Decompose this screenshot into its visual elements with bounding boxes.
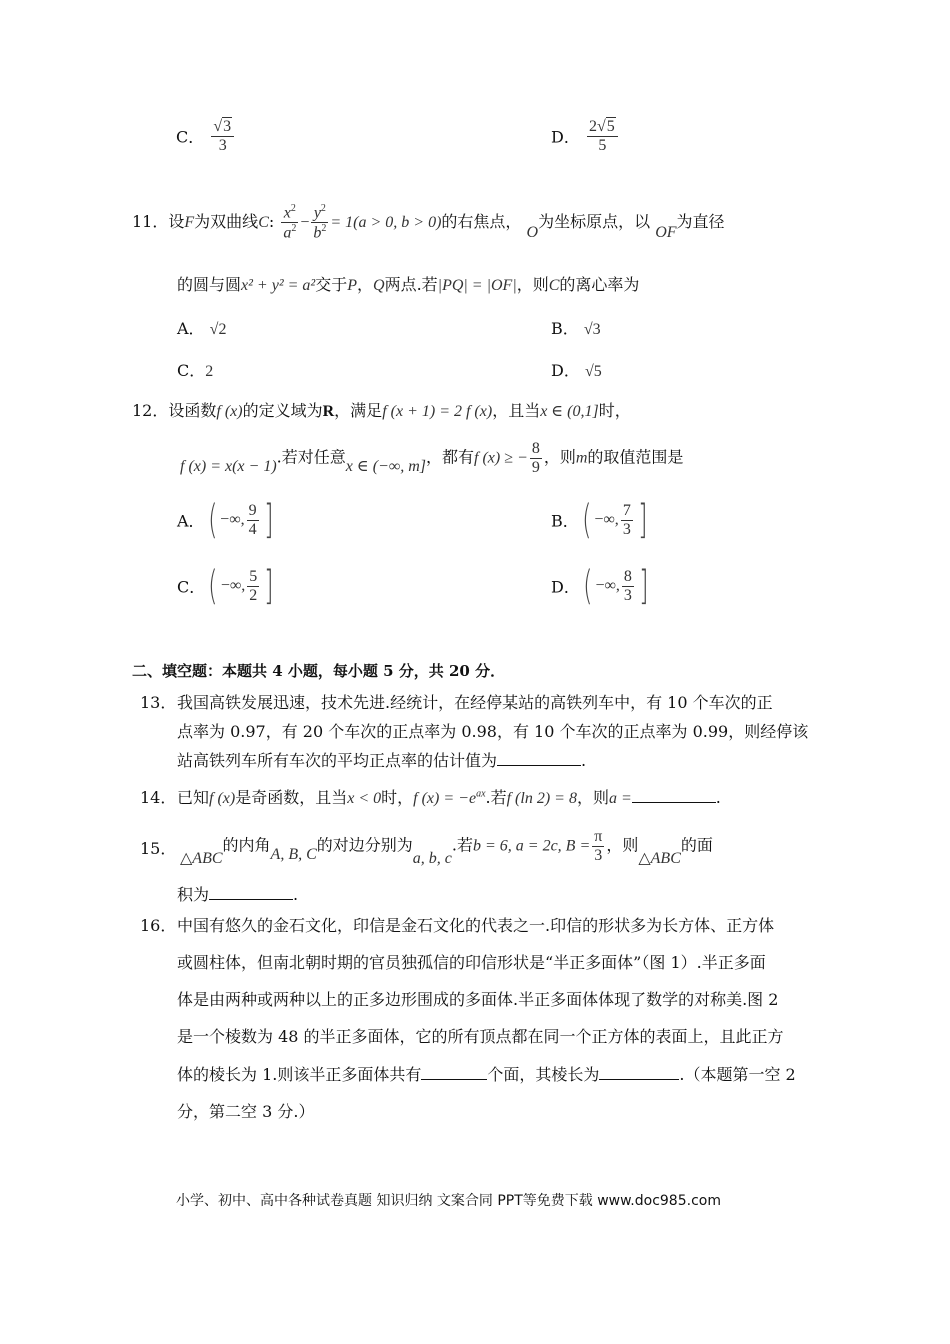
q13-text: 站高铁列车所有车次的平均正点率的估计值为: [177, 751, 498, 770]
q11-text: 的右焦点，: [441, 211, 522, 231]
q12-d-num: 8: [623, 567, 632, 585]
q12-text: ，满足: [334, 401, 383, 420]
q13-line1: 我国高铁发展迅速，技术先进.经统计，在经停某站的高铁列车中，有 10 个车次的正: [177, 693, 773, 712]
q11-a-value: √2: [209, 321, 227, 338]
q11-b-value: √3: [583, 321, 601, 338]
q16-text: .（本题第一空 2: [679, 1065, 796, 1084]
q14-exp: ax: [476, 788, 486, 800]
q16-line1: 中国有悠久的金石文化，印信是金石文化的代表之一.印信的形状多为长方体、正方体: [177, 916, 775, 935]
q12-eq2: f (x) = x(x − 1): [180, 457, 277, 475]
q15-blank[interactable]: [209, 885, 293, 900]
q16-text: 个面，其棱长为: [487, 1065, 600, 1084]
q15-text: 的面: [680, 835, 713, 855]
q11-text: 两点.若: [384, 275, 438, 294]
q12-d-neginf: −∞,: [595, 577, 620, 594]
q11-text: 为直径: [676, 211, 725, 231]
q11-text: ，: [357, 275, 374, 294]
q10-c-denominator: 3: [218, 136, 227, 154]
q12-option-a: A．( −∞, $\frac{9}{4}$ ]: [177, 497, 274, 543]
q10-option-d: [551, 118, 620, 154]
q16-line5: [177, 1062, 796, 1085]
q12-domain2: x ∈ (−∞, m]: [345, 457, 427, 475]
q11-d-value: √5: [584, 363, 602, 380]
q11-c-value: 2: [205, 363, 214, 380]
q16-line3: 体是由两种或两种以上的正多边形围成的多面体.半正多面体体现了数学的对称美.图 2: [177, 990, 779, 1009]
q12-text: ，则: [543, 447, 576, 467]
q12-text: 的定义域为: [242, 401, 323, 420]
q14-cond: x < 0: [347, 790, 382, 807]
q15-angles: A, B, C: [270, 845, 317, 863]
q12-var-m: m: [575, 449, 588, 467]
q13-end: .: [581, 751, 587, 770]
q14-blank[interactable]: [632, 788, 716, 803]
q11-var-p: P: [347, 277, 357, 294]
q10-d-coef: 2: [588, 118, 597, 135]
q11-var-o: O: [526, 223, 539, 241]
q13-blank[interactable]: [497, 751, 581, 766]
q12-number: 12．: [132, 401, 169, 420]
q15-pi-den: 3: [594, 846, 603, 864]
q12-a-den: 4: [248, 520, 257, 538]
q10-c-radicand: 3: [223, 118, 232, 135]
q15-triangle: △ABC: [180, 849, 223, 867]
q12-r: R: [322, 403, 335, 420]
q16-line2: 或圆柱体，但南北朝时期的官员独孤信的印信形状是“半正多面体”（图 1）.半正多面: [177, 953, 766, 972]
q12-ineq-num: 8: [531, 440, 540, 457]
q16-line4: 是一个棱数为 48 的半正多面体，它的所有顶点都在同一个正方体的表面上，且此正方: [177, 1027, 784, 1046]
q11-y: y: [313, 204, 321, 222]
q15-text: 的内角: [222, 835, 271, 855]
q10-c-value: $\frac{√3}{3}$: [211, 118, 234, 154]
q12-line2: [180, 440, 683, 476]
q10-d-label: D．: [551, 127, 580, 147]
q11-text: 的离心率为: [559, 275, 640, 294]
q11-var-q: Q: [373, 277, 385, 294]
q16-blank-2[interactable]: [599, 1065, 679, 1080]
q12-text: 时，: [598, 401, 631, 420]
q12-domain: x ∈ (0,1]: [540, 403, 599, 420]
section-heading: 二、填空题：本题共 4 小题，每小题 5 分，共 20 分．: [132, 662, 506, 680]
q12-fx: f (x): [216, 403, 243, 420]
q14-a: a =: [608, 790, 632, 807]
q11-circle-eq: x² + y² = a²: [241, 277, 316, 294]
q10-option-c: [176, 118, 236, 154]
page-footer: 小学、初中、高中各种试卷真题 知识归纳 文案合同 PPT等免费下载 www.doc985.com: [176, 1193, 721, 1209]
q12-b-num: 7: [622, 501, 631, 519]
q14-eq: f (x) = −e: [413, 790, 477, 807]
q12-c-label: C．: [177, 577, 206, 597]
q11-line2: [177, 272, 639, 295]
q15-text: .若: [451, 835, 473, 855]
q11-b: b: [313, 224, 322, 242]
q10-d-radicand: 5: [606, 118, 615, 135]
q16-number: 16．: [140, 916, 177, 935]
q12-ineq: f (x) ≥ −: [474, 449, 528, 467]
q11-text: 为坐标原点，以: [538, 211, 651, 231]
q11-text: :: [268, 211, 275, 231]
q11-text: 为双曲线: [194, 211, 259, 231]
q11-x: x: [283, 204, 291, 222]
q11-c-label: C．: [177, 361, 206, 380]
q12-ineq-frac: [530, 440, 542, 476]
q14-text: 已知: [177, 788, 210, 807]
q14-text: 是奇函数，且当: [235, 788, 348, 807]
q16-text: 体的棱长为 1.则该半正多面体共有: [177, 1065, 422, 1084]
q11-pq-eq: |PQ| = |OF|: [437, 277, 517, 294]
q15-triangle2: △ABC: [638, 849, 681, 867]
q12-c-neginf: −∞,: [220, 577, 246, 594]
q15-text: 积为: [177, 885, 210, 904]
q15-text: 的对边分别为: [316, 835, 413, 855]
q16-line6: 分，第二空 3 分.）: [177, 1102, 315, 1121]
q12-option-b: B．( −∞, $\frac{7}{3}$ ]: [551, 497, 648, 543]
q11-var-c2: C: [548, 277, 560, 294]
q14-end: .: [715, 788, 721, 807]
q15-end: .: [293, 885, 299, 904]
q12-line1: [132, 398, 631, 421]
q11-b-label: B．: [551, 319, 579, 338]
q10-d-denominator: 5: [598, 136, 607, 154]
q10-c-label: C．: [176, 127, 205, 147]
q11-text: 的圆与圆: [177, 275, 242, 294]
q12-b-den: 3: [622, 520, 631, 538]
q11-a: a: [283, 224, 292, 242]
q12-text: 的取值范围是: [587, 447, 684, 467]
q12-c-den: 2: [249, 586, 258, 604]
q15-line2: [177, 882, 298, 905]
q11-option-a: [177, 316, 226, 339]
q15-number: 15．: [140, 839, 177, 858]
q14-fx: f (x): [209, 790, 236, 807]
q12-eq1: f (x + 1) = 2 f (x): [382, 403, 493, 420]
q11-a-label: A．: [177, 319, 205, 338]
q11-eq-rest: = 1(a > 0, b > 0): [330, 213, 442, 231]
q16-blank-1[interactable]: [421, 1065, 487, 1080]
q11-option-d: [551, 358, 602, 381]
q15-eq: b = 6, a = 2c, B =: [472, 837, 591, 855]
q12-c-num: 5: [249, 567, 258, 585]
q13-number: 13．: [140, 693, 177, 712]
q13-line2: 点率为 0.97，有 20 个车次的正点率为 0.98，有 10 个车次的正点率为 0.99，则经停该: [177, 722, 809, 741]
q12-a-label: A．: [177, 511, 205, 531]
q10-d-value: $\frac{2√5}{5}$: [587, 118, 618, 154]
q12-b-neginf: −∞,: [594, 511, 619, 528]
q12-d-den: 3: [623, 586, 632, 604]
q11-line1: 11．设F为双曲线C: $\frac{x^2}{a^2}$ − $\frac{y^2}{b^2}$ = 1(a > 0, b > 0)的右焦点， O为坐标原点，以 OF为直径: [132, 203, 725, 242]
q12-text: ，都有: [426, 447, 475, 467]
q11-number: 11．: [132, 211, 169, 231]
q15-pi: π: [594, 828, 603, 845]
q11-var-f: F: [184, 213, 195, 231]
q12-a-num: 9: [248, 501, 257, 519]
q12-b-label: B．: [551, 511, 579, 531]
q12-text: ，且当: [492, 401, 541, 420]
q11-text: 设: [168, 211, 185, 231]
q15-line1: [180, 828, 713, 867]
q12-ineq-den: 9: [531, 458, 540, 476]
q11-text: ，则: [516, 275, 549, 294]
q12-a-neginf: −∞,: [220, 511, 245, 528]
q13-line3: [177, 748, 586, 771]
q11-text: 交于: [315, 275, 348, 294]
q15-pi-frac: [592, 828, 604, 864]
q15-sides: a, b, c: [412, 849, 452, 867]
q14-eq2: f (ln 2) = 8: [506, 790, 577, 807]
q14-text: ，则: [576, 788, 609, 807]
q12-option-c: C．( −∞, $\frac{5}{2}$ ]: [177, 563, 274, 609]
q14-line: [177, 785, 721, 808]
q11-option-b: [551, 316, 601, 339]
q11-var-c: C: [258, 213, 269, 231]
q12-text: .若对任意: [276, 447, 346, 467]
q11-var-of: OF: [655, 223, 677, 241]
q11-frac-x: $\frac{x^2}{a^2}$: [283, 203, 297, 242]
q11-d-label: D．: [551, 361, 580, 380]
q14-text: .若: [485, 788, 507, 807]
q12-d-label: D．: [551, 577, 580, 597]
q14-number: 14．: [140, 788, 177, 807]
q12-option-d: D．( −∞, $\frac{8}{3}$ ]: [551, 563, 649, 609]
q11-frac-y: $\frac{y^2}{b^2}$: [313, 203, 327, 242]
q11-option-c: [177, 358, 213, 381]
q14-text: 时，: [381, 788, 414, 807]
q15-text: ，则: [606, 835, 639, 855]
q12-text: 设函数: [168, 401, 217, 420]
